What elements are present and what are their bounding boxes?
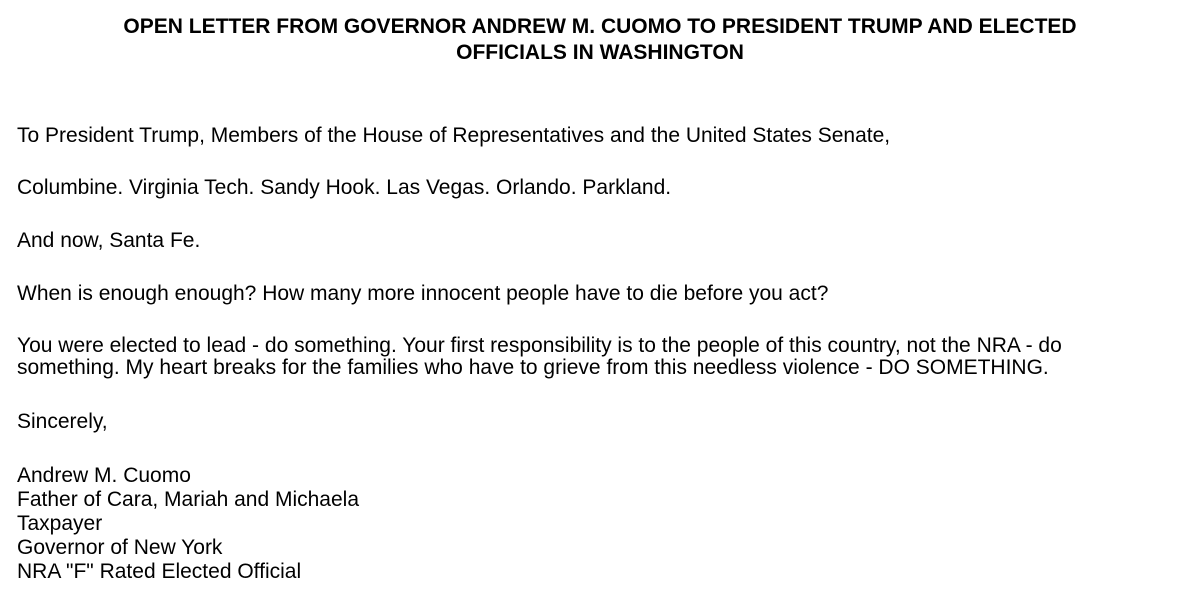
salutation: To President Trump, Members of the House of Representatives and the United States Senate, — [17, 124, 891, 147]
signature-taxpayer: Taxpayer — [17, 512, 103, 535]
santa-fe-paragraph: And now, Santa Fe. — [17, 229, 201, 252]
closing: Sincerely, — [17, 410, 108, 433]
places-paragraph: Columbine. Virginia Tech. Sandy Hook. Las Vegas. Orlando. Parkland. — [17, 176, 672, 199]
body-paragraph — [17, 335, 1062, 379]
letter-title-line-2: OFFICIALS IN WASHINGTON — [456, 41, 744, 64]
signature-nra-rating: NRA "F" Rated Elected Official — [17, 560, 302, 583]
signature-name: Andrew M. Cuomo — [17, 464, 191, 487]
signature-governor: Governor of New York — [17, 536, 223, 559]
letter-title — [0, 14, 1200, 66]
body-paragraph-line-1: You were elected to lead - do something. Your first responsibility is to the people of this country, not the NRA - do — [17, 334, 1062, 357]
letter-title-line-1: OPEN LETTER FROM GOVERNOR ANDREW M. CUOMO TO PRESIDENT TRUMP AND ELECTED — [123, 15, 1077, 38]
question-paragraph: When is enough enough? How many more innocent people have to die before you act? — [17, 282, 829, 305]
signature-father-of: Father of Cara, Mariah and Michaela — [17, 488, 359, 511]
body-paragraph-line-2: something. My heart breaks for the families who have to grieve from this needless violence - DO SOMETHING. — [17, 356, 1049, 379]
signature-block — [17, 464, 359, 584]
